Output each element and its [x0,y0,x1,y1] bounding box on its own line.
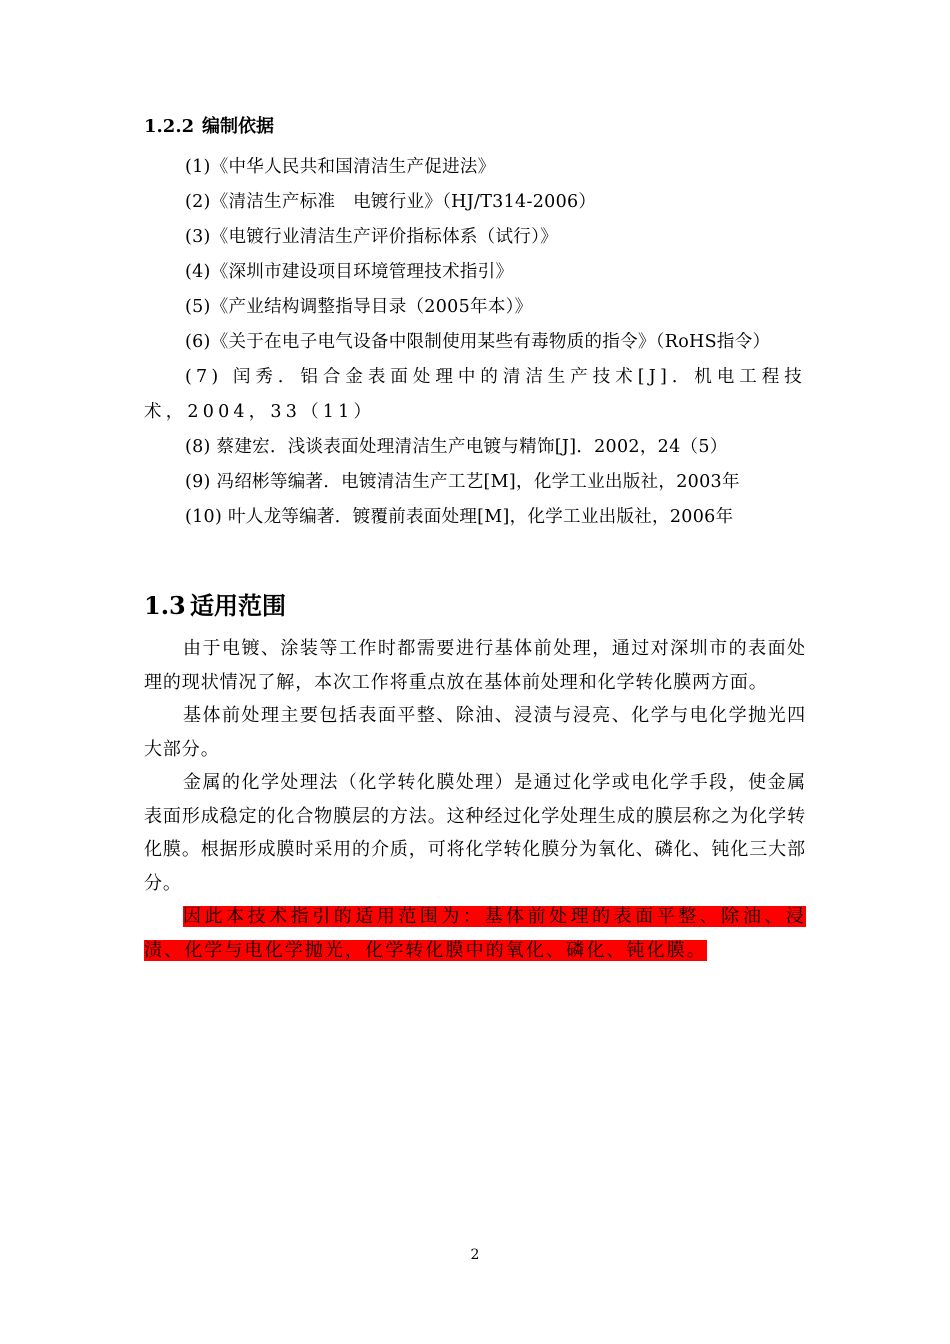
section-number: 1.2.2 [144,116,195,137]
section-heading-1-2-2 [144,114,274,140]
body-paragraph: 金属的化学处理法（化学转化膜处理）是通过化学或电化学手段，使金属表面形成稳定的化合物膜层的方法。这种经过化学处理生成的膜层称之为化学转化膜。根据形成膜时采用的介质，可将化学转化膜分为氧化、磷化、钝化三大部分。 [144,772,806,894]
section-title: 适用范围 [190,591,286,620]
reference-item: (3)《电镀行业清洁生产评价指标体系（试行）》 [185,227,558,247]
reference-item: (2)《清洁生产标准 电镀行业》（HJ/T314-2006） [185,192,597,212]
section-body [144,632,806,967]
reference-item: (4)《深圳市建设项目环境管理技术指引》 [185,262,514,282]
highlighted-paragraph [144,900,806,967]
reference-item: (7) 闰秀．铝合金表面处理中的清洁生产技术[J]．机电工程技术，2004，33（11） [144,367,806,422]
reference-list [144,150,806,535]
section-heading-1-3 [144,588,286,624]
reference-item: (1)《中华人民共和国清洁生产促进法》 [185,157,496,177]
section-number: 1.3 [144,591,186,620]
reference-item: (6)《关于在电子电气设备中限制使用某些有毒物质的指令》（RoHS指令） [185,332,771,352]
body-paragraph: 基体前处理主要包括表面平整、除油、浸渍与浸亮、化学与电化学抛光四大部分。 [144,705,806,760]
reference-item: (8) 蔡建宏．浅谈表面处理清洁生产电镀与精饰[J]．2002，24（5） [185,437,728,457]
reference-item: (5)《产业结构调整指导目录（2005年本）》 [185,297,533,317]
body-paragraph: 由于电镀、涂装等工作时都需要进行基体前处理，通过对深圳市的表面处理的现状情况了解，本次工作将重点放在基体前处理和化学转化膜两方面。 [144,638,806,693]
reference-item: (10) 叶人龙等编著．镀覆前表面处理[M]，化学工业出版社，2006年 [185,507,734,527]
reference-item: (9) 冯绍彬等编著．电镀清洁生产工艺[M]，化学工业出版社，2003年 [185,472,740,492]
page-number: 2 [470,1247,480,1263]
section-title: 编制依据 [202,116,274,137]
highlighted-text: 因此本技术指引的适用范围为：基体前处理的表面平整、除油、浸渍、化学与电化学抛光，化学转化膜中的氧化、磷化、钝化膜。 [144,906,806,961]
